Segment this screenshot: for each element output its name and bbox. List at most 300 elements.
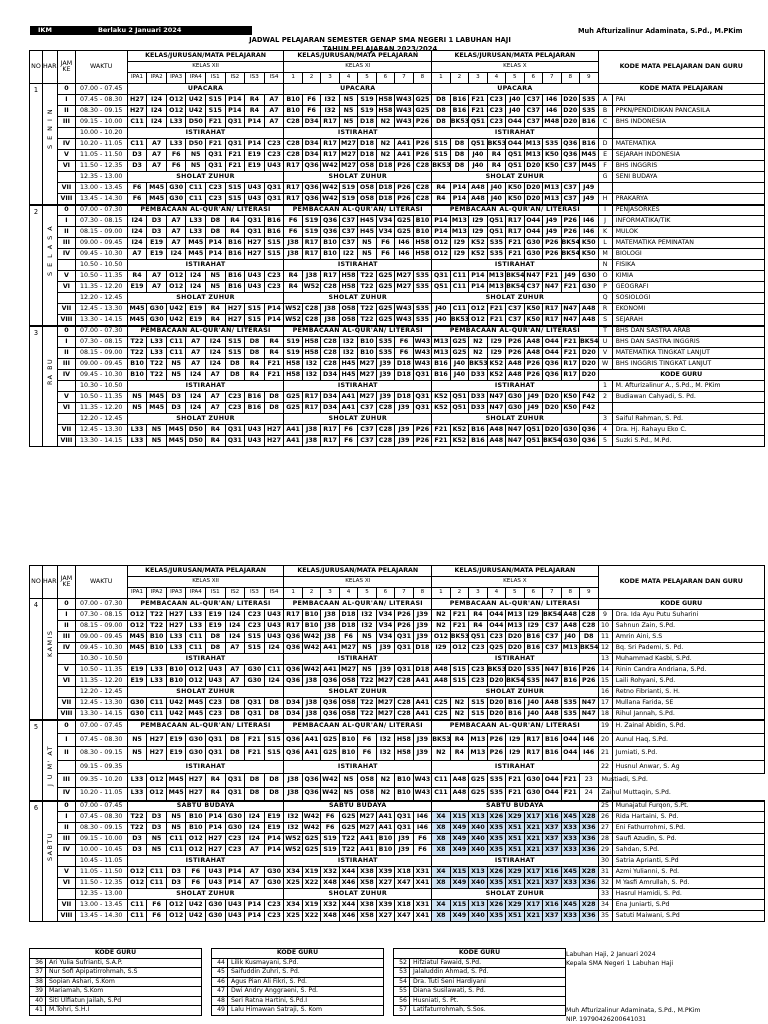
teacher-code: 36 — [30, 958, 46, 968]
subject-cell: X47 — [395, 878, 413, 889]
subject-cell: P14 — [225, 95, 245, 106]
footer-gap — [384, 987, 394, 997]
subject-cell: C11 — [166, 337, 186, 348]
subject-cell: I46 — [395, 249, 413, 260]
subject-cell: B16 — [245, 392, 265, 403]
class-label: 8 — [561, 73, 579, 84]
subject-cell: C23 — [225, 403, 245, 414]
subject-cell: D20 — [524, 161, 542, 172]
subject-cell: Q36 — [321, 216, 339, 227]
day-header: HARI — [43, 566, 58, 599]
class-label: 1 — [284, 588, 302, 599]
class-label: IPA4 — [186, 73, 206, 84]
subject-cell: I32 — [284, 823, 302, 834]
subject-cell: Q51 — [524, 425, 542, 436]
subject-cell: S35 — [487, 787, 505, 801]
subject-cell: BK54 — [579, 643, 598, 654]
subject-cell: R4 — [245, 95, 265, 106]
subject-cell: C28 — [376, 425, 394, 436]
footer-row — [30, 1006, 566, 1016]
period-cell: VIII — [58, 315, 75, 326]
subject-cell: A41 — [339, 392, 357, 403]
period-cell: I — [58, 337, 75, 348]
subject-cell: D50 — [186, 139, 206, 150]
activity-banner: PEMBACAAN AL-QUR'AN/ LITERASI — [284, 599, 432, 610]
subject-cell: P26 — [524, 359, 542, 370]
subject-cell: Q31 — [225, 774, 245, 788]
subject-cell: X49 — [450, 823, 468, 834]
subject-cell: I29 — [524, 621, 542, 632]
subject-cell: P26 — [413, 117, 432, 128]
subject-cell: T22 — [127, 823, 147, 834]
subject-cell: T22 — [147, 370, 167, 381]
period-cell: VI — [58, 403, 75, 414]
subject-cell: F21 — [506, 249, 524, 260]
day-number: 3 — [33, 328, 39, 337]
subject-cell: O58 — [339, 315, 357, 326]
schedule-row — [30, 425, 765, 436]
subject-cell: H27 — [206, 845, 226, 856]
time-cell: 07.00 - 07.45 — [75, 84, 127, 95]
subject-cell: M13 — [432, 348, 450, 359]
subject-cell: N2 — [376, 774, 394, 788]
subject-cell: X38 — [358, 900, 376, 911]
subject-cell: C23 — [469, 643, 487, 654]
subject-cell: J39 — [413, 610, 432, 621]
period-cell — [58, 654, 75, 665]
subject-cell: M13 — [543, 194, 561, 205]
side-code: E — [598, 150, 612, 161]
footer-gap — [202, 949, 212, 959]
subject-cell: D20 — [561, 95, 579, 106]
subject-cell: D3 — [127, 161, 147, 172]
subject-cell: X26 — [487, 900, 505, 911]
subject-cell: J40 — [561, 632, 579, 643]
time-cell: 10.50 - 11.35 — [75, 665, 127, 676]
subject-cell: H27 — [264, 425, 284, 436]
subject-cell: W42 — [302, 823, 320, 834]
subject-cell: T22 — [127, 812, 147, 823]
activity-banner: PEMBACAAN AL-QUR'AN/ LITERASI — [432, 205, 598, 216]
subject-cell: X48 — [321, 878, 339, 889]
subject-cell: M13 — [543, 183, 561, 194]
subject-cell: S35 — [413, 271, 432, 282]
subject-cell: E19 — [147, 238, 167, 249]
subject-cell: L33 — [147, 665, 167, 676]
day-number: 5 — [33, 722, 39, 731]
subject-cell: M27 — [358, 392, 376, 403]
side-code: 13 — [598, 654, 612, 665]
subject-cell: Q31 — [245, 216, 265, 227]
subject-cell: O44 — [543, 774, 561, 788]
subject-cell: V34 — [376, 632, 394, 643]
subject-cell: B10 — [339, 747, 357, 761]
side-code: 15 — [598, 676, 612, 687]
subject-cell: A7 — [147, 139, 167, 150]
subject-cell: G25 — [321, 733, 339, 747]
subject-cell: O12 — [147, 787, 167, 801]
subject-cell: N5 — [339, 106, 357, 117]
subject-cell: W42 — [302, 643, 320, 654]
schedule-row — [30, 676, 765, 687]
schedule-row — [30, 326, 765, 337]
subject-cell: J39 — [376, 643, 394, 654]
subject-cell: S15 — [450, 676, 468, 687]
subject-cell: I32 — [358, 610, 376, 621]
side-code: U — [598, 337, 612, 348]
subject-cell: I24 — [127, 216, 147, 227]
footer-gap — [384, 996, 394, 1006]
subject-cell: O44 — [543, 337, 561, 348]
subject-cell: S19 — [284, 337, 302, 348]
subject-cell: G25 — [284, 403, 302, 414]
subject-cell: L33 — [186, 621, 206, 632]
subject-cell: J40 — [450, 370, 468, 381]
day-name: SABTU — [45, 831, 54, 861]
subject-cell: B16 — [543, 747, 561, 761]
subject-cell: D3 — [166, 392, 186, 403]
subject-cell: K52 — [469, 238, 487, 249]
subject-cell: H45 — [339, 359, 357, 370]
subject-cell: O12 — [166, 282, 186, 293]
subject-cell: BK53 — [469, 359, 487, 370]
footer-gap — [384, 977, 394, 987]
class-label: 9 — [579, 588, 598, 599]
subject-cell: P14 — [245, 139, 265, 150]
subject-cell: C23 — [264, 139, 284, 150]
period-cell: VII — [58, 304, 75, 315]
subject-cell: X19 — [302, 900, 320, 911]
subject-cell: N2 — [376, 117, 394, 128]
subject-cell: X33 — [561, 878, 579, 889]
teacher-name: Diana Susilawati, S. Pd. — [410, 987, 566, 997]
subject-cell: B16 — [506, 698, 524, 709]
school-year: TAHUN PELAJARAN 2023/2024 — [322, 45, 438, 53]
subject-cell: G30 — [127, 709, 147, 720]
subject-cell: C11 — [166, 348, 186, 359]
subject-cell: C37 — [543, 643, 561, 654]
subject-cell: D20 — [487, 676, 505, 687]
subject-cell: J39 — [395, 403, 413, 414]
subject-cell: G30 — [264, 878, 284, 889]
activity-banner: UPACARA — [127, 84, 284, 95]
side-entry: MULOK — [612, 227, 764, 238]
subject-cell: J39 — [395, 436, 413, 447]
side-code: 22 — [598, 760, 612, 774]
time-cell: 10.45 - 11.05 — [75, 856, 127, 867]
subject-cell: M45 — [166, 787, 186, 801]
subject-cell: D3 — [127, 834, 147, 845]
activity-banner: ISTIRAHAT — [432, 128, 598, 139]
subject-cell: I24 — [264, 676, 284, 687]
subject-cell: D18 — [358, 117, 376, 128]
subject-cell: U42 — [186, 106, 206, 117]
subject-cell: I29 — [487, 348, 505, 359]
subject-cell: N2 — [469, 348, 487, 359]
subject-cell: I29 — [487, 337, 505, 348]
activity-banner: ISTIRAHAT — [432, 260, 598, 271]
subject-cell: E19 — [186, 315, 206, 326]
time-cell: 08.15 - 09.00 — [75, 621, 127, 632]
day-name: RA BU — [45, 356, 54, 385]
subject-cell: I46 — [579, 747, 598, 761]
side-entry: Husnul Anwar, S. Ag — [612, 760, 764, 774]
subject-cell: P14 — [432, 216, 450, 227]
side-code: 18 — [598, 709, 612, 720]
subject-cell: J39 — [413, 733, 432, 747]
subject-cell: J40 — [506, 106, 524, 117]
subject-cell: X15 — [450, 867, 468, 878]
schedule-row — [30, 260, 765, 271]
subject-cell: D50 — [186, 436, 206, 447]
subject-cell: X58 — [358, 878, 376, 889]
period-cell: IV — [58, 643, 75, 654]
subject-cell: L33 — [127, 774, 147, 788]
time-cell: 12.45 - 13.30 — [75, 698, 127, 709]
subject-cell: X13 — [469, 867, 487, 878]
subject-cell: O44 — [524, 216, 542, 227]
subject-cell: S19 — [321, 834, 339, 845]
side-code: 14 — [598, 665, 612, 676]
signatory-name: Muh Afturizalinur Adaminata, S.Pd., M.PKim — [566, 1007, 701, 1014]
subject-cell: R17 — [321, 117, 339, 128]
subject-cell: P14 — [450, 194, 468, 205]
subject-cell: S15 — [245, 304, 265, 315]
subject-cell: P14 — [245, 911, 265, 922]
subject-cell: X40 — [469, 834, 487, 845]
subject-cell: D8 — [206, 643, 226, 654]
side-entry — [612, 403, 764, 414]
side-code: P — [598, 282, 612, 293]
subject-cell: R4 — [487, 150, 505, 161]
subject-cell: X13 — [469, 900, 487, 911]
side-entry: BHS DAN SASTRA INGGRIS — [612, 337, 764, 348]
teacher-name: Jalaluddin Ahmad, S. Pd. — [410, 968, 566, 978]
subject-cell: G30 — [524, 787, 542, 801]
subject-cell: C23 — [264, 900, 284, 911]
subject-cell: K50 — [506, 183, 524, 194]
activity-banner: ISTIRAHAT — [127, 760, 284, 774]
schedule-row — [30, 293, 765, 304]
time-cell: 09.35 - 10.20 — [75, 774, 127, 788]
subject-cell: J39 — [376, 665, 394, 676]
activity-banner: ISTIRAHAT — [284, 128, 432, 139]
subject-cell: G25 — [376, 315, 394, 326]
subject-cell: M27 — [339, 139, 357, 150]
subject-cell: X8 — [432, 845, 450, 856]
subject-cell: Q31 — [225, 117, 245, 128]
subject-cell: X22 — [302, 878, 320, 889]
class-label: 3 — [469, 73, 487, 84]
subject-cell: R17 — [506, 227, 524, 238]
subject-cell: F6 — [321, 823, 339, 834]
side-code: 17 — [598, 698, 612, 709]
time-cell: 08.15 - 09.00 — [75, 348, 127, 359]
class-label: IS2 — [225, 588, 245, 599]
subject-cell: A7 — [206, 403, 226, 414]
subject-cell: F6 — [413, 834, 432, 845]
subject-cell: C28 — [302, 315, 320, 326]
subject-cell: X40 — [469, 878, 487, 889]
subject-cell: I29 — [469, 227, 487, 238]
subject-cell: O58 — [358, 787, 376, 801]
day-number-cell — [30, 205, 43, 326]
subject-cell: F21 — [206, 117, 226, 128]
subject-cell: S15 — [225, 183, 245, 194]
side-entry: Zainul Muttaqin, S.Pd. — [598, 787, 612, 801]
subject-cell: L33 — [127, 425, 147, 436]
subject-cell: C37 — [524, 95, 542, 106]
activity-banner: SHOLAT ZUHUR — [284, 172, 432, 183]
side-code: G — [598, 172, 612, 183]
subject-cell: Q31 — [413, 403, 432, 414]
subject-cell: D8 — [450, 139, 468, 150]
subject-cell: K52 — [432, 403, 450, 414]
subject-cell: Q31 — [206, 747, 226, 761]
period-ke-label: KE — [62, 581, 71, 588]
class-label: 4 — [339, 73, 357, 84]
schedule-row — [30, 227, 765, 238]
subject-cell: K50 — [579, 249, 598, 260]
subject-cell: B10 — [358, 337, 376, 348]
subject-cell: J49 — [561, 271, 579, 282]
subject-cell: X21 — [524, 845, 542, 856]
class-label: 4 — [487, 588, 505, 599]
class-label: 5 — [506, 73, 524, 84]
day-number: 1 — [33, 86, 39, 94]
subject-cell: A48 — [524, 348, 542, 359]
period-cell: 0 — [58, 326, 75, 337]
subject-cell: B16 — [450, 95, 468, 106]
subject-cell: C11 — [147, 698, 167, 709]
subject-cell: O12 — [432, 249, 450, 260]
period-cell — [58, 889, 75, 900]
time-cell: 08.30 - 09.15 — [75, 106, 127, 117]
subject-cell: A48 — [524, 337, 542, 348]
side-entry: BHS DAN SASTRA ARAB — [612, 326, 764, 337]
subject-cell: K52 — [469, 249, 487, 260]
subject-cell: D8 — [225, 747, 245, 761]
subject-cell: D18 — [395, 359, 413, 370]
subject-cell: J39 — [413, 621, 432, 632]
subject-cell: X27 — [376, 911, 394, 922]
schedule-row — [30, 414, 765, 425]
period-cell: II — [58, 227, 75, 238]
activity-banner: PEMBACAAN AL-QUR'AN/ LITERASI — [432, 720, 598, 734]
subject-cell: D8 — [245, 774, 265, 788]
subject-cell: Q36 — [321, 698, 339, 709]
subject-cell: N5 — [147, 425, 167, 436]
schedule-row — [30, 834, 765, 845]
subject-cell: X15 — [450, 900, 468, 911]
subject-cell: D3 — [147, 216, 167, 227]
subject-cell: B16 — [450, 106, 468, 117]
subject-cell: X16 — [543, 812, 561, 823]
subject-cell: M45 — [147, 194, 167, 205]
side-code: 4 — [598, 425, 612, 436]
time-cell: 09.15 - 10.00 — [75, 834, 127, 845]
subject-cell: G30 — [561, 425, 579, 436]
subject-cell: B10 — [395, 787, 413, 801]
schedule-row — [30, 106, 765, 117]
subject-cell: X21 — [524, 911, 542, 922]
subject-cell: V34 — [376, 216, 394, 227]
footer-gap — [384, 958, 394, 968]
time-cell: 10.00 - 10.45 — [75, 845, 127, 856]
period-cell: IV — [58, 370, 75, 381]
subject-cell: P14 — [206, 249, 226, 260]
side-code: D — [598, 139, 612, 150]
time-cell: 07.00 - 07.45 — [75, 720, 127, 734]
schedule-row — [30, 632, 765, 643]
subject-cell: N5 — [147, 845, 167, 856]
subject-cell: C28 — [395, 709, 413, 720]
subject-cell: J40 — [469, 150, 487, 161]
subject-cell: D8 — [225, 733, 245, 747]
side-header: KODE MATA PELAJARAN — [598, 84, 765, 95]
side-entry: Jumiati, S.Pd. — [612, 747, 764, 761]
subject-cell: A7 — [186, 337, 206, 348]
side-entry: Mullana Farida, SE — [612, 698, 764, 709]
subject-cell: W52 — [302, 282, 320, 293]
subject-cell: C11 — [147, 709, 167, 720]
subject-cell: W42 — [302, 812, 320, 823]
subject-cell: Q25 — [487, 643, 505, 654]
activity-banner: SHOLAT ZUHUR — [127, 172, 284, 183]
side-entry: SOSIOLOGI — [612, 293, 764, 304]
subject-cell: M13 — [487, 282, 505, 293]
footer-gap — [202, 996, 212, 1006]
subject-cell: N2 — [450, 698, 468, 709]
subject-cell: X4 — [432, 900, 450, 911]
subject-cell: C28 — [376, 436, 394, 447]
subject-cell: U42 — [186, 911, 206, 922]
subject-cell: X37 — [543, 834, 561, 845]
side-entry: M Yasfi Amrullah, S. Pd. — [612, 878, 764, 889]
subject-cell: X33 — [561, 911, 579, 922]
subject-cell: M27 — [376, 709, 394, 720]
time-cell: 08.15 - 09.00 — [75, 227, 127, 238]
class-label: 1 — [284, 73, 302, 84]
subject-cell: L33 — [127, 787, 147, 801]
activity-banner: SHOLAT ZUHUR — [284, 414, 432, 425]
subject-cell: R4 — [206, 315, 226, 326]
period-cell: VI — [58, 676, 75, 687]
side-entry: PPKN/PENDIDIKAN PANCASILA — [612, 106, 764, 117]
subject-cell: C23 — [206, 709, 226, 720]
subject-cell: X25 — [284, 911, 302, 922]
period-cell: VI — [58, 161, 75, 172]
subject-cell: X41 — [413, 911, 432, 922]
subject-cell: X40 — [469, 911, 487, 922]
time-cell: 12.45 - 13.30 — [75, 304, 127, 315]
subject-cell: X51 — [506, 911, 524, 922]
subject-cell: S19 — [284, 348, 302, 359]
subject-cell: S15 — [206, 95, 226, 106]
subject-cell: R17 — [524, 733, 542, 747]
subject-cell: S19 — [339, 183, 357, 194]
side-entry: Laili Rohyani, S.Pd. — [612, 676, 764, 687]
subject-cell: L33 — [166, 632, 186, 643]
class-label: 8 — [413, 73, 432, 84]
subject-cell: X35 — [487, 834, 505, 845]
side-entry: Aunul Haq, S.Pd. — [612, 733, 764, 747]
subject-cell: I24 — [186, 403, 206, 414]
schedule-row — [30, 801, 765, 812]
subject-cell: A7 — [147, 150, 167, 161]
subject-cell: H58 — [395, 747, 413, 761]
subject-cell: U42 — [166, 709, 186, 720]
